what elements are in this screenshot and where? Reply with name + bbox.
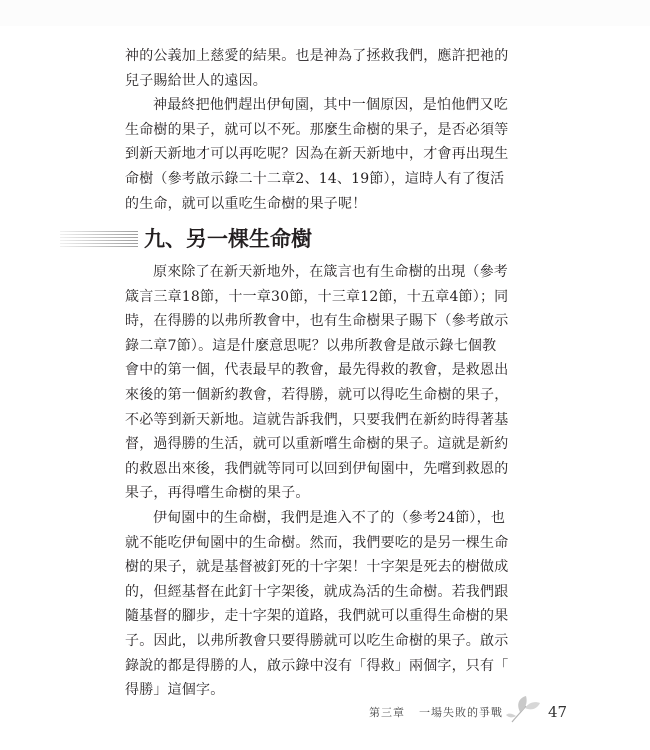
heading-stripes-decoration [60, 231, 138, 247]
paragraph-line: 的生命，就可以重吃生命樹的果子呢！ [125, 195, 367, 212]
chapter-label: 第三章 [369, 706, 405, 719]
paragraph-line: 得勝」這個字。 [125, 682, 225, 699]
paragraph-line: 祌的公義加上慈愛的結果。也是神為了拯救我們，應許把祂的 [125, 48, 509, 64]
paragraph-line: 果子，再得嚐生命樹的果子。 [125, 485, 310, 502]
paragraph-line: 會中的第一個，代表最早的教會，最先得救的教會，是救恩出 [125, 362, 509, 379]
leaf-icon [506, 696, 540, 724]
paragraph-line: 的，但經基督在此釘十字架後，就成為活的生命樹。若我們跟 [125, 583, 509, 600]
paragraph-line: 不必等到新天新地。這就告訴我們，只要我們在新約時得著基 [125, 411, 509, 428]
chapter-title: 一場失敗的爭戰 [419, 706, 503, 719]
page-top-edge [0, 0, 650, 26]
paragraph-line: 生命樹的果子，就可以不死。那麼生命樹的果子，是否必須等 [125, 121, 509, 138]
section-heading-text: 九、另一棵生命樹 [144, 227, 312, 251]
paragraph-line: 督，過得勝的生活，就可以重新嚐生命樹的果子。這就是新約 [125, 436, 509, 453]
text-block-top [125, 44, 517, 216]
paragraph-line: 錄說的都是得勝的人，啟示錄中沒有「得救」兩個字，只有「 [125, 657, 509, 674]
text-block-bottom [125, 260, 517, 703]
paragraph-line: 伊甸園中的生命樹，我們是進入不了的（參考24節），也 [153, 509, 506, 526]
section-heading [60, 222, 480, 256]
paragraph-line: 兒子賜給世人的遠因。 [125, 72, 267, 89]
page-number: 47 [548, 703, 568, 721]
paragraph-line: 時，在得勝的以弗所教會中，也有生命樹果子賜下（參考啟示 [125, 313, 509, 330]
paragraph-line: 來後的第一個新約教會，若得勝，就可以得吃生命樹的果子， [125, 386, 509, 403]
paragraph-line: 樹的果子，就是基督被釘死的十字架！十字架是死去的樹做成 [125, 559, 509, 576]
paragraph-line: 命樹（參考啟示錄二十二章2、14、19節），這時人有了復活 [125, 170, 505, 187]
paragraph-line: 到新天新地才可以再吃呢？因為在新天新地中，才會再出現生 [125, 146, 509, 163]
paragraph-line: 神最終把他們趕出伊甸園，其中一個原因，是怕他們又吃 [153, 97, 508, 114]
paragraph-line: 錄二章7節）。這是什麼意思呢？以弗所教會是啟示錄七個教 [125, 337, 497, 354]
paragraph-line: 隨基督的腳步，走十字架的道路，我們就可以重得生命樹的果 [125, 608, 509, 625]
paragraph-line: 原來除了在新天新地外，在箴言也有生命樹的出現（參考 [153, 264, 508, 280]
paragraph-line: 箴言三章18節，十一章30節，十三章12節，十五章4節）；同 [125, 288, 509, 305]
paragraph-line: 子。因此，以弗所教會只要得勝就可以吃生命樹的果子。啟示 [125, 632, 509, 649]
paragraph-line: 就不能吃伊甸園中的生命樹。然而，我們要吃的是另一棵生命 [125, 534, 509, 551]
paragraph-line: 的救恩出來後，我們就等同可以回到伊甸園中，先嚐到救恩的 [125, 460, 509, 477]
running-head [369, 705, 503, 721]
